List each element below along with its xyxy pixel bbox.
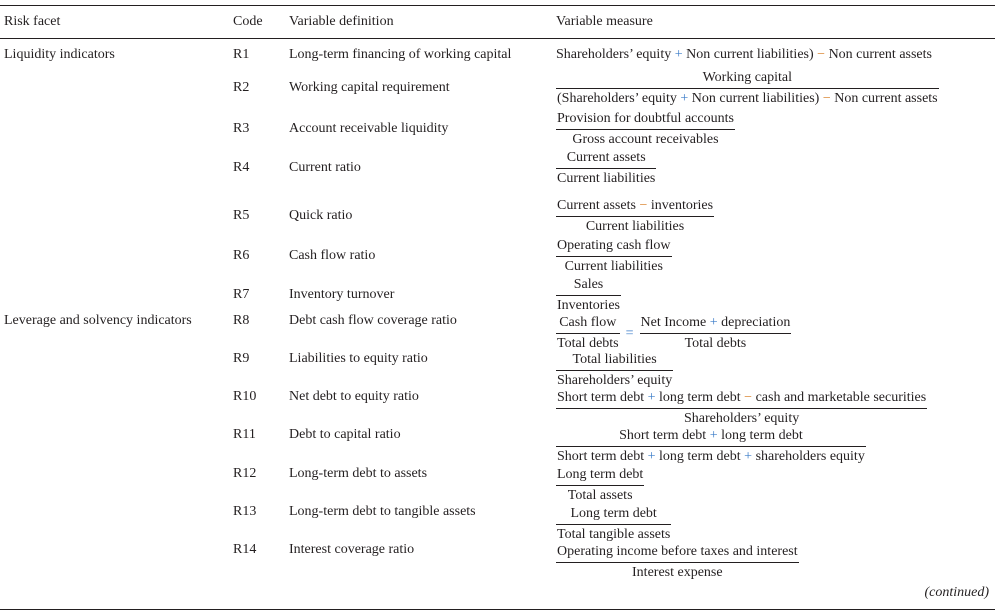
fraction — [556, 388, 927, 429]
numerator-row — [556, 313, 620, 334]
denominator: Short term debt + long term debt + shareholders equity — [557, 449, 865, 464]
row-code: R1 — [233, 47, 250, 62]
fraction — [556, 148, 656, 189]
row-code: R12 — [233, 466, 257, 481]
plus-operator: + — [706, 428, 722, 443]
row-code: R11 — [233, 427, 256, 442]
numerator: Long term debt — [556, 465, 644, 486]
row-definition: Quick ratio — [289, 208, 353, 223]
row-definition: Debt cash flow coverage ratio — [289, 313, 457, 328]
numerator-row — [556, 196, 714, 217]
row-definition: Long-term financing of working capital — [289, 47, 512, 62]
header-definition: Variable definition — [289, 14, 394, 29]
denominator: Total debts — [557, 336, 619, 351]
denominator-row — [556, 130, 735, 151]
row-measure — [556, 148, 656, 189]
numerator-row — [556, 542, 799, 563]
risk-facet-label: Leverage and solvency indicators — [4, 313, 192, 328]
numerator-row — [556, 426, 866, 447]
continued-note: (continued) — [924, 585, 989, 600]
numerator-row — [556, 504, 671, 525]
fraction — [556, 350, 673, 391]
plus-operator: + — [644, 390, 660, 405]
row-measure — [556, 236, 672, 277]
header-risk-facet: Risk facet — [4, 14, 61, 29]
fraction — [556, 68, 939, 109]
numerator: Operating cash flow — [556, 236, 672, 257]
row-measure — [556, 109, 735, 150]
numerator-row — [556, 109, 735, 130]
fraction — [556, 109, 735, 150]
row-definition: Current ratio — [289, 160, 361, 175]
row-measure — [556, 426, 866, 467]
denominator-row — [556, 447, 866, 468]
numerator: Short term debt + long term debt — [556, 426, 866, 447]
numerator: Long term debt — [556, 504, 671, 525]
denominator: (Shareholders’ equity + Non current liabilities) − Non current assets — [557, 91, 938, 106]
equals-sign: = — [625, 325, 634, 341]
row-code: R3 — [233, 121, 250, 136]
fraction — [556, 196, 714, 237]
row-code: R8 — [233, 313, 250, 328]
denominator: Gross account receivables — [572, 132, 719, 147]
numerator: Working capital — [556, 68, 939, 89]
minus-operator: − — [740, 390, 756, 405]
plus-operator: + — [671, 47, 687, 62]
denominator-row — [556, 89, 939, 110]
row-code: R7 — [233, 287, 250, 302]
row-code: R10 — [233, 389, 257, 404]
header-code: Code — [233, 14, 263, 29]
header-rule — [0, 38, 995, 39]
fraction — [556, 465, 644, 506]
row-measure — [556, 388, 927, 429]
row-measure — [556, 47, 932, 63]
row-measure — [556, 465, 644, 506]
measure-text: Shareholders’ equity + Non current liabilities) − Non current assets — [556, 47, 932, 62]
denominator: Current liabilities — [557, 171, 656, 186]
row-measure — [556, 313, 791, 354]
risk-facet-label: Liquidity indicators — [4, 47, 115, 62]
row-measure — [556, 196, 714, 237]
row-code: R4 — [233, 160, 250, 175]
denominator-row — [556, 169, 656, 190]
denominator: Interest expense — [632, 565, 723, 580]
denominator: Shareholders’ equity — [557, 373, 673, 388]
row-measure — [556, 68, 939, 109]
minus-operator: − — [813, 47, 829, 62]
numerator-row — [556, 388, 927, 409]
numerator: Operating income before taxes and interest — [556, 542, 799, 563]
denominator-row — [556, 217, 714, 238]
row-measure — [556, 542, 799, 583]
row-code: R6 — [233, 248, 250, 263]
numerator-row — [556, 68, 939, 89]
fraction — [556, 542, 799, 583]
row-code: R2 — [233, 80, 250, 95]
row-definition: Cash flow ratio — [289, 248, 376, 263]
numerator: Short term debt + long term debt − cash and marketable securities — [556, 388, 927, 409]
denominator-row — [556, 257, 672, 278]
row-definition: Long-term debt to assets — [289, 466, 428, 481]
row-definition: Debt to capital ratio — [289, 427, 401, 442]
fraction — [556, 236, 672, 277]
plus-operator: + — [706, 315, 722, 330]
top-rule — [0, 5, 995, 6]
row-code: R13 — [233, 504, 257, 519]
row-definition: Working capital requirement — [289, 80, 450, 95]
plus-operator: + — [740, 449, 756, 464]
fraction — [556, 426, 866, 467]
row-measure — [556, 275, 621, 316]
denominator: Current liabilities — [585, 219, 685, 234]
numerator-row — [640, 313, 792, 334]
numerator: Cash flow — [556, 313, 620, 334]
fraction — [640, 313, 792, 354]
row-definition: Interest coverage ratio — [289, 542, 415, 557]
fraction — [556, 275, 621, 316]
numerator-row — [556, 236, 672, 257]
denominator: Current liabilities — [564, 259, 663, 274]
denominator: Shareholders’ equity — [684, 411, 800, 426]
row-code: R14 — [233, 542, 257, 557]
denominator: Total assets — [567, 488, 633, 503]
row-measure — [556, 504, 671, 545]
numerator: Current assets − inventories — [556, 196, 714, 217]
numerator-row — [556, 275, 621, 296]
row-code: R5 — [233, 208, 250, 223]
header-measure: Variable measure — [556, 14, 653, 29]
row-definition: Liabilities to equity ratio — [289, 351, 428, 366]
fraction — [556, 504, 671, 545]
numerator-row — [556, 148, 656, 169]
denominator-row — [556, 563, 799, 584]
numerator: Provision for doubtful accounts — [556, 109, 735, 130]
row-definition: Net debt to equity ratio — [289, 389, 419, 404]
row-definition: Inventory turnover — [289, 287, 395, 302]
denominator: Total tangible assets — [557, 527, 671, 542]
plus-operator: + — [676, 91, 692, 106]
row-measure — [556, 350, 673, 391]
minus-operator: − — [635, 198, 651, 213]
numerator-row — [556, 350, 673, 371]
denominator: Inventories — [557, 298, 620, 313]
numerator: Current assets — [556, 148, 656, 169]
fraction — [556, 313, 620, 354]
plus-operator: + — [644, 449, 660, 464]
bottom-rule — [0, 609, 995, 610]
numerator: Sales — [556, 275, 621, 296]
minus-operator: − — [819, 91, 835, 106]
numerator: Net Income + depreciation — [640, 313, 792, 334]
row-code: R9 — [233, 351, 250, 366]
denominator: Total debts — [684, 336, 747, 351]
row-definition: Account receivable liquidity — [289, 121, 449, 136]
row-definition: Long-term debt to tangible assets — [289, 504, 476, 519]
numerator-row — [556, 465, 644, 486]
denominator-row — [556, 486, 644, 507]
numerator: Total liabilities — [556, 350, 673, 371]
